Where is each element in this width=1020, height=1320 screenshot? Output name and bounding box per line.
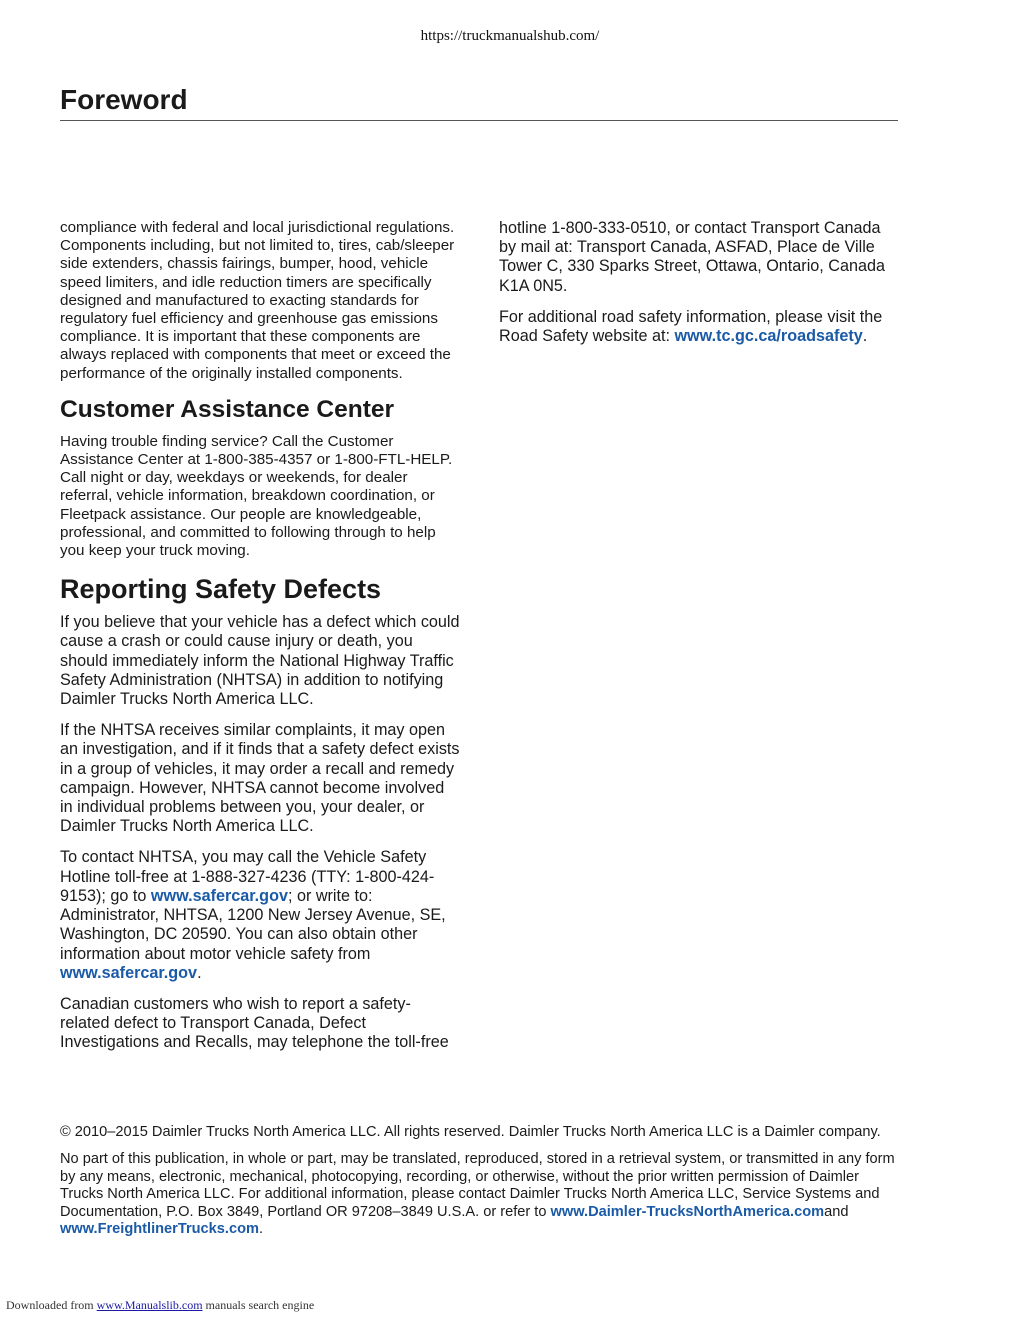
footer: [60, 1121, 902, 1247]
safercar-link[interactable]: www.safercar.gov: [150, 886, 288, 905]
reporting-safety-defects-heading: Reporting Safety Defects: [60, 574, 382, 605]
page-title: Foreword: [60, 84, 188, 115]
road-safety-link[interactable]: www.tc.gc.ca/roadsafety: [674, 327, 863, 346]
and-text: and: [824, 1203, 849, 1220]
transport-canada-paragraph: hotline 1-800-333-0510, or contact Transport Canada by mail at: Transport Canada, ASFAD, Place de Ville Tower C, 330 Sparks Street, Ottawa, Ontario, Canada K1A 0N5.: [499, 219, 885, 295]
title-divider: [60, 120, 898, 121]
manualslib-link[interactable]: www.Manualslib.com: [96, 1298, 203, 1312]
period-text: .: [197, 963, 202, 982]
safety-defects-paragraph-1: If you believe that your vehicle has a defect which could cause a crash or could cause injury or death, you should immediately inform the National Highway Traffic Safety Administration (NHTSA) in addition to notifying Daimler Trucks North America LLC.: [60, 613, 460, 709]
right-column: [499, 219, 899, 358]
freightliner-link[interactable]: www.FreightlinerTrucks.com: [60, 1221, 259, 1237]
download-source-note: [6, 1298, 314, 1313]
header-url[interactable]: https://truckmanualshub.com/: [420, 28, 600, 44]
safety-defects-paragraph-2: If the NHTSA receives similar complaints, it may open an investigation, and if it finds that a safety defect exists in a group of vehicles, it may order a recall and remedy campaign. However, NHTSA cannot become involved in individual problems between you, your dealer, or Daimler Trucks North America LLC.: [60, 721, 460, 836]
download-prefix: Downloaded from: [6, 1298, 97, 1312]
copyright-notice: © 2010–2015 Daimler Trucks North America LLC. All rights reserved. Daimler Trucks North America LLC is a Daimler company.: [60, 1124, 881, 1140]
customer-assistance-paragraph: Having trouble finding service? Call the Customer Assistance Center at 1-800-385-4357 or 1-800-FTL-HELP. Call night or day, weekdays or weekends, for dealer referral, vehicle information, breakdown coordination, or Fleetpack assistance. Our people are knowledgeable, professional, and committed to following through to help you keep your truck moving.: [60, 432, 453, 560]
nhtsa-address-text: ; or write to: Administrator, NHTSA, 1200 New Jersey Avenue, SE, Washington, DC 20590. You can also obtain other information about motor vehicle safety from: [60, 886, 446, 963]
daimler-trucks-link[interactable]: www.Daimler-TrucksNorthAmerica.com: [550, 1203, 825, 1220]
period-text: .: [862, 327, 868, 346]
nhtsa-contact-text: To contact NHTSA, you may call the Vehicle Safety Hotline toll-free at 1-888-327-4236 (TTY: 1-800-424-9153); go to: [60, 848, 435, 905]
period-text: .: [258, 1221, 264, 1237]
safety-defects-paragraph-4: Canadian customers who wish to report a safety-related defect to Transport Canada, Defect Investigations and Recalls, may telephone the toll-free: [60, 994, 449, 1052]
safercar-link-2[interactable]: www.safercar.gov: [60, 963, 198, 982]
download-suffix: manuals search engine: [202, 1298, 315, 1312]
left-column: [60, 219, 460, 1065]
reproduction-text: No part of this publication, in whole or part, may be translated, reproduced, stored in a retrieval system, or transmitted in any form by any means, electronic, mechanical, photocopying, recording, or otherwise, without the prior written permission of Daimler Trucks North America LLC. For additional information, please contact Daimler Trucks North America LLC, Service Systems and Documentation, P.O. Box 3849, Portland OR 97208–3849 U.S.A. or refer to: [60, 1151, 895, 1220]
road-safety-paragraph: [499, 308, 899, 346]
safety-defects-paragraph-3: [60, 848, 460, 982]
intro-paragraph: compliance with federal and local jurisdictional regulations. Components including, but not limited to, tires, cab/sleeper side extenders, chassis fairings, bumper, hood, vehicle speed limiters, and idle reduction timers are specifically designed and manufactured to exacting standards for regulatory fuel efficiency and greenhouse gas emissions compliance. It is important that these components are always replaced with components that meet or exceed the performance of the originally installed components.: [60, 219, 455, 382]
customer-assistance-heading: Customer Assistance Center: [60, 395, 395, 423]
reproduction-notice: [60, 1151, 902, 1239]
road-safety-text: For additional road safety information, please visit the Road Safety website at:: [499, 307, 883, 346]
